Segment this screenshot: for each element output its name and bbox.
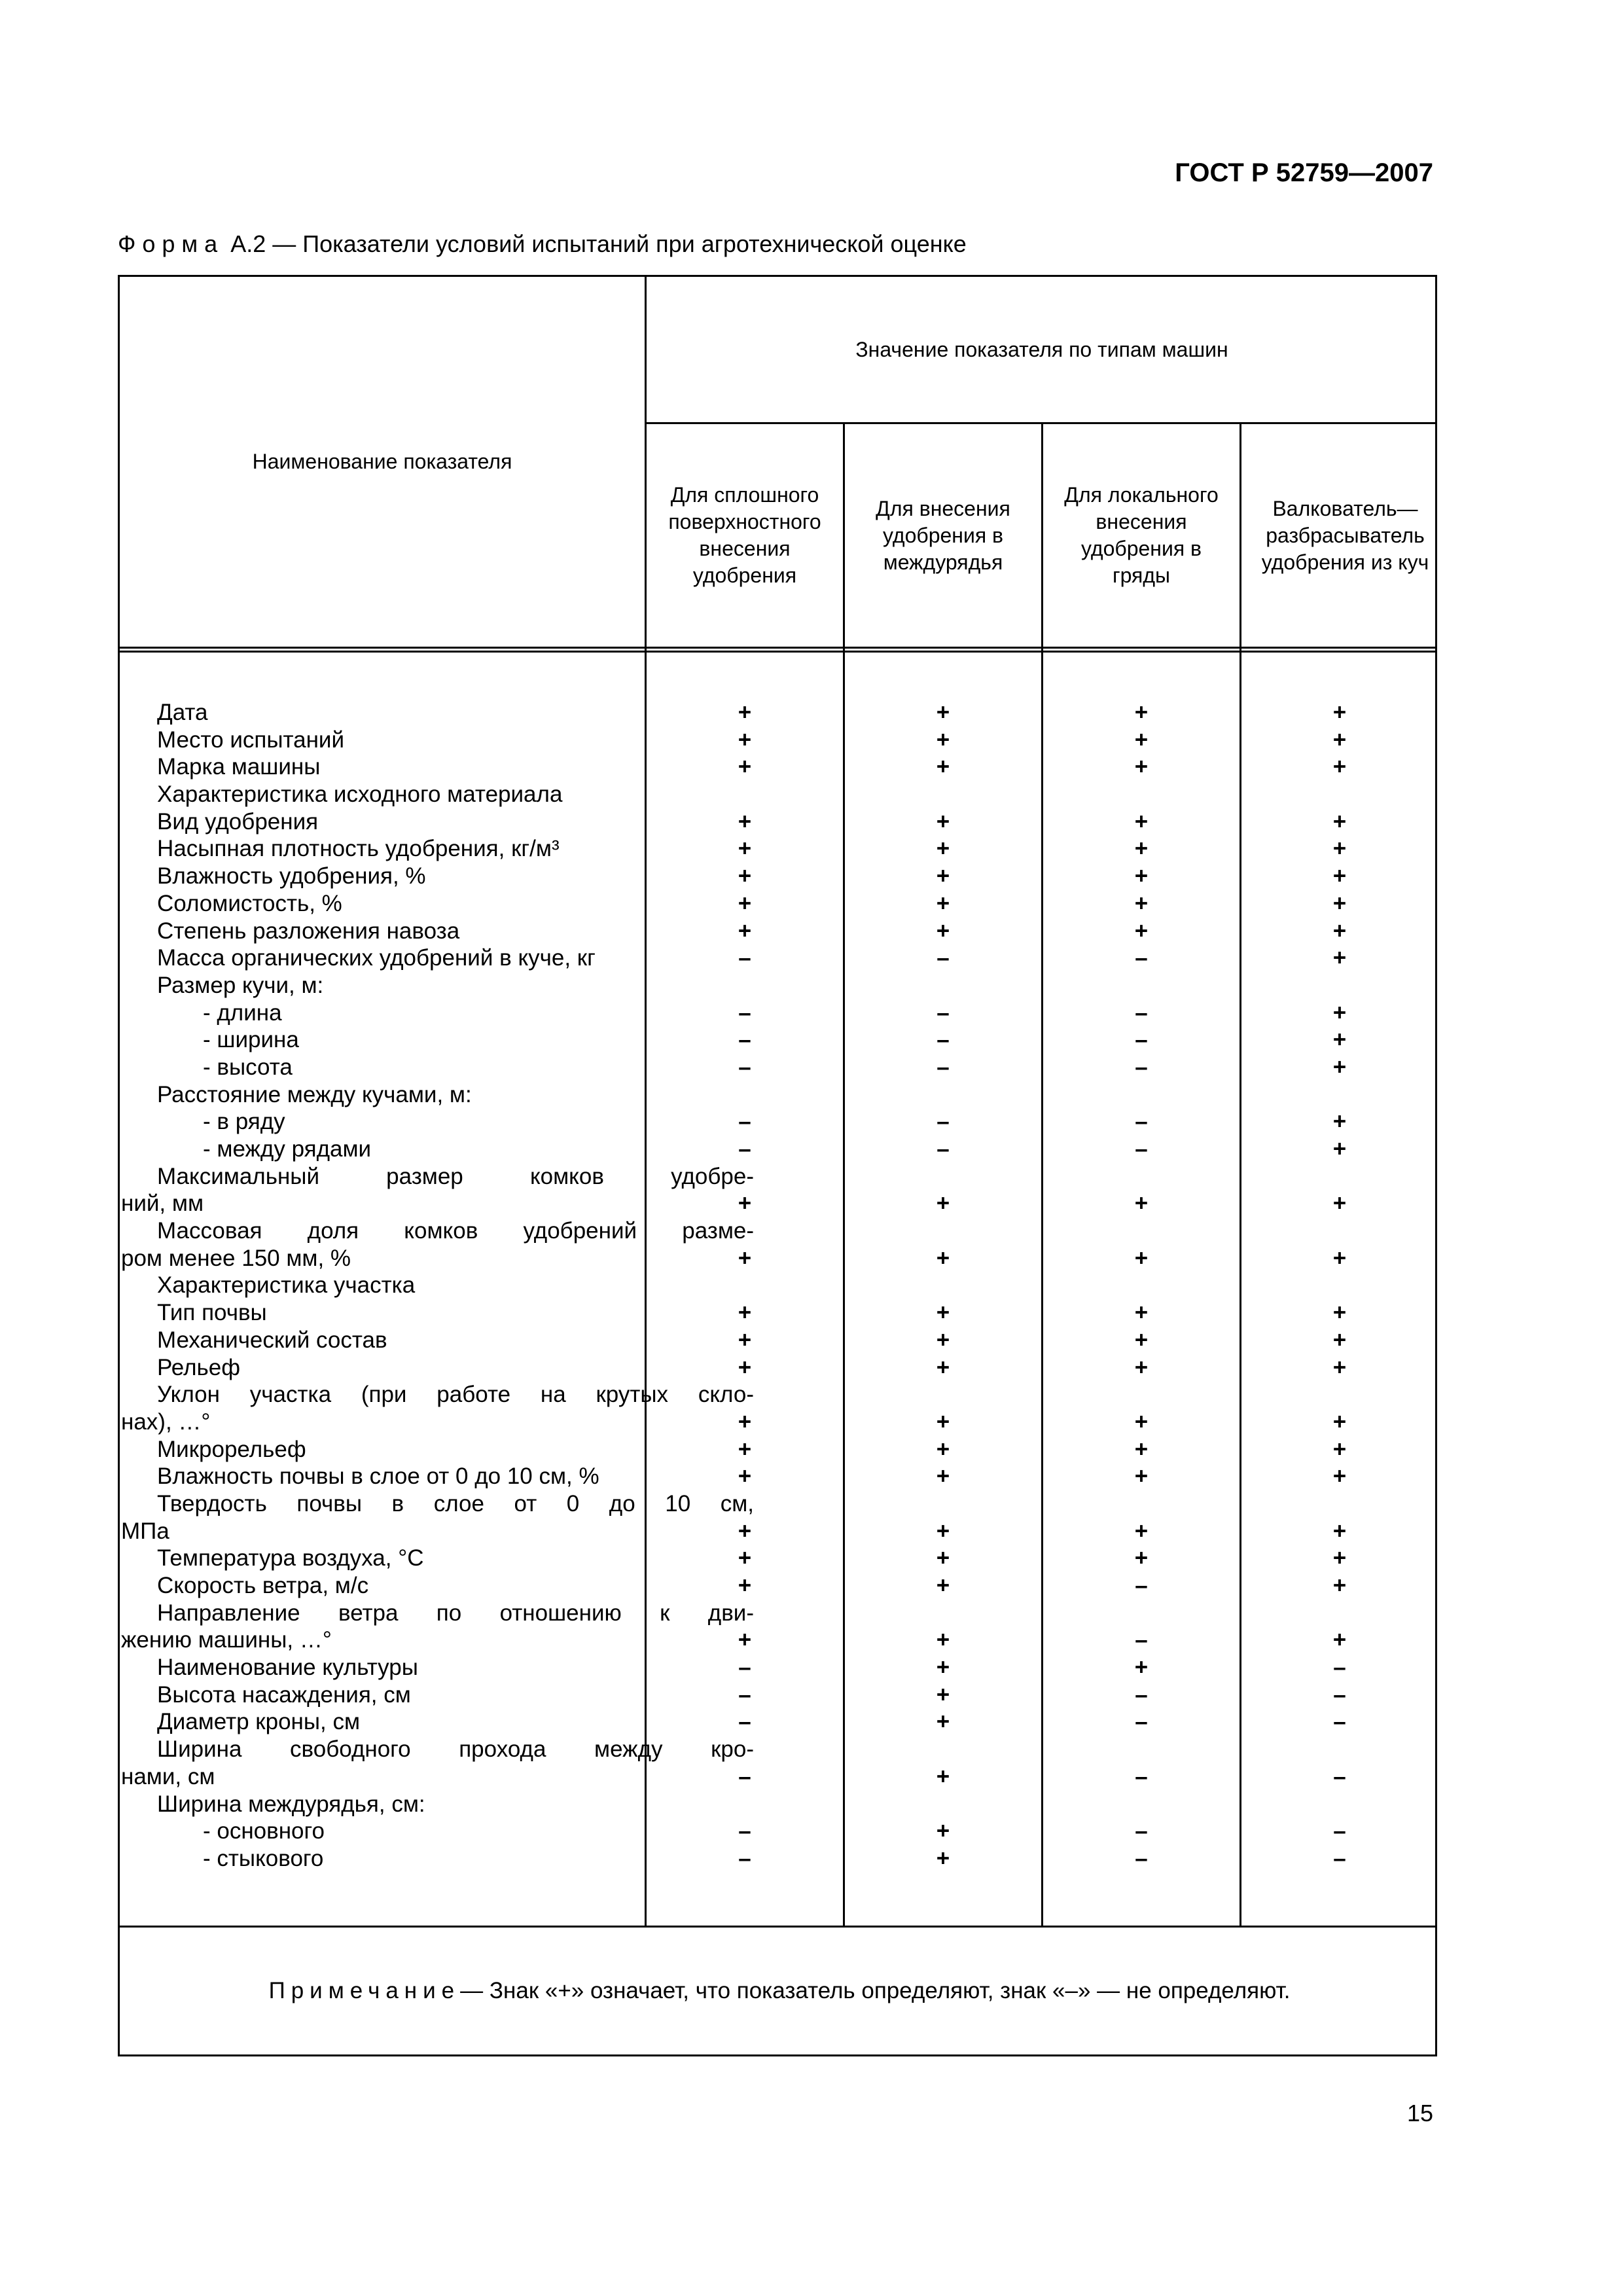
indicator-name: Размер кучи, м: — [157, 972, 324, 998]
indicator-value: – — [738, 945, 751, 971]
indicator-value: + — [1332, 836, 1347, 862]
indicator-name: - основного — [203, 1818, 325, 1844]
caption-text: А.2 — Показатели условий испытаний при агротехнической оценке — [224, 230, 967, 257]
indicator-value: – — [738, 1655, 751, 1681]
indicator-value: + — [738, 918, 752, 944]
indicator-name: МПа — [121, 1518, 169, 1544]
indicator-value: + — [1134, 1191, 1149, 1217]
table-row — [120, 1408, 1439, 1436]
indicator-value: – — [738, 999, 751, 1026]
indicator-value: + — [936, 1327, 950, 1353]
indicator-name: Ширина междурядья, см: — [157, 1791, 425, 1817]
indicator-name: Температура воздуха, °С — [157, 1545, 424, 1571]
indicator-name: Наименование культуры — [157, 1655, 418, 1681]
indicator-value: + — [1134, 890, 1149, 916]
indicator-value: – — [1135, 1109, 1148, 1135]
indicator-value: + — [936, 1436, 950, 1462]
indicator-value: – — [1333, 1763, 1346, 1789]
indicator-name: Твердость почвы в слое от 0 до 10 см, — [157, 1490, 754, 1516]
indicator-name: Соломистость, % — [157, 890, 342, 916]
table-row — [120, 1299, 1439, 1327]
indicator-value: + — [1332, 945, 1347, 971]
table-row — [120, 1845, 1439, 1873]
indicator-table — [118, 275, 1437, 2056]
indicator-value: – — [738, 1109, 751, 1135]
indicator-value: + — [1134, 754, 1149, 780]
table-row — [120, 1654, 1439, 1681]
table-row — [120, 1736, 1439, 1763]
indicator-value: – — [1135, 1845, 1148, 1871]
indicator-value: + — [738, 863, 752, 889]
indicator-value: + — [1332, 700, 1347, 725]
indicator-value: – — [936, 1027, 950, 1053]
indicator-name: нами, см — [121, 1763, 215, 1789]
indicator-value: + — [1134, 1408, 1149, 1435]
indicator-value: + — [1134, 1545, 1149, 1571]
indicator-value: + — [936, 1818, 950, 1844]
table-row — [120, 1136, 1439, 1163]
table-row — [120, 1600, 1439, 1627]
note-text: — Знак «+» означает, что показатель определяют, знак «–» — не определяют. — [460, 1978, 1291, 2003]
indicator-value: – — [738, 1709, 751, 1735]
table-row — [120, 1763, 1439, 1791]
indicator-value: + — [1134, 1655, 1149, 1681]
indicator-value: + — [936, 1463, 950, 1490]
indicator-name: Марка машины — [157, 754, 321, 780]
indicator-value: + — [1332, 1327, 1347, 1353]
indicator-value: + — [936, 1709, 950, 1735]
indicator-value: + — [1332, 1518, 1347, 1544]
indicator-name: - высота — [203, 1054, 293, 1080]
indicator-name: Максимальный размер комков удобре- — [157, 1163, 754, 1189]
indicator-value: + — [738, 1463, 752, 1490]
table-row — [120, 1245, 1439, 1272]
indicator-value: + — [738, 754, 752, 780]
indicator-value: – — [936, 1054, 950, 1080]
indicator-value: + — [1134, 1327, 1149, 1353]
indicator-name: Массовая доля комков удобрений разме- — [157, 1218, 754, 1244]
table-row — [120, 835, 1439, 863]
indicator-value: + — [1134, 1354, 1149, 1380]
indicator-name: Масса органических удобрений в куче, кг — [157, 945, 596, 971]
machine-type-header-3: Для локального внесения удобрения в гряды — [1064, 483, 1219, 587]
page-number: 15 — [1406, 2100, 1433, 2126]
indicator-value: + — [1332, 918, 1347, 944]
indicator-value: + — [738, 1354, 752, 1380]
indicator-name: Место испытаний — [157, 726, 345, 753]
table-row — [120, 781, 1439, 808]
table-row — [120, 1108, 1439, 1136]
indicator-value: + — [936, 1627, 950, 1653]
indicator-value: + — [936, 1245, 950, 1271]
indicator-value: + — [936, 1655, 950, 1681]
indicator-value: + — [1332, 999, 1347, 1026]
indicator-value: – — [1333, 1681, 1346, 1708]
indicator-value: – — [1333, 1655, 1346, 1681]
indicator-value: + — [936, 1354, 950, 1380]
indicator-value: – — [1135, 1136, 1148, 1162]
indicator-value: + — [738, 1573, 752, 1598]
indicator-value: – — [1135, 1573, 1148, 1598]
indicator-value: – — [738, 1763, 751, 1789]
indicator-value: – — [738, 1054, 751, 1080]
table-row — [120, 1572, 1439, 1600]
indicator-name: ром менее 150 мм, % — [121, 1245, 351, 1271]
indicator-value: + — [936, 1573, 950, 1598]
indicator-name: жению машины, …° — [121, 1627, 332, 1653]
indicator-name: Диаметр кроны, см — [157, 1709, 361, 1735]
table-row — [120, 1818, 1439, 1845]
indicator-name: Механический состав — [157, 1327, 387, 1353]
indicator-value: + — [1332, 808, 1347, 834]
indicator-value: + — [1332, 863, 1347, 889]
indicator-name: Ширина свободного прохода между кро- — [157, 1736, 754, 1763]
indicator-value: + — [1134, 1245, 1149, 1271]
indicator-name: Уклон участка (при работе на крутых скло- — [157, 1382, 754, 1408]
table-row — [120, 1054, 1439, 1081]
table-row — [120, 1081, 1439, 1109]
indicator-value: – — [936, 1136, 950, 1162]
indicator-name: Скорость ветра, м/с — [157, 1573, 369, 1598]
indicator-value: + — [936, 1681, 950, 1708]
machine-type-header-4: Валкователь—разбрасыватель удобрения из куч — [1261, 496, 1429, 574]
table-body — [120, 699, 1439, 1873]
indicator-value: + — [936, 836, 950, 862]
indicator-name: Тип почвы — [157, 1300, 267, 1326]
table-row — [120, 1463, 1439, 1490]
indicator-value: + — [1332, 1436, 1347, 1462]
indicator-value: + — [936, 1408, 950, 1435]
indicator-value: + — [1332, 1054, 1347, 1080]
indicator-value: + — [1332, 1245, 1347, 1271]
table-row — [120, 1626, 1439, 1654]
indicator-value: + — [738, 726, 752, 753]
indicator-name: - между рядами — [203, 1136, 372, 1162]
indicator-value: + — [1134, 836, 1149, 862]
indicator-value: + — [936, 726, 950, 753]
indicator-value: + — [1134, 1518, 1149, 1544]
table-row — [120, 726, 1439, 754]
note-word: Примечание — [268, 1978, 461, 2003]
table-row — [120, 972, 1439, 999]
table-row — [120, 944, 1439, 972]
table-row — [120, 1354, 1439, 1382]
table-row — [120, 918, 1439, 945]
indicator-value: + — [738, 1245, 752, 1271]
indicator-value: + — [936, 700, 950, 725]
indicator-value: + — [936, 1845, 950, 1871]
name-column-header: Наименование показателя — [252, 450, 512, 473]
indicator-value: + — [738, 1191, 752, 1217]
indicator-value: + — [738, 1408, 752, 1435]
indicator-value: + — [1134, 726, 1149, 753]
table-row — [120, 1272, 1439, 1299]
indicator-name: - ширина — [203, 1027, 299, 1053]
indicator-value: – — [936, 1109, 950, 1135]
indicator-value: + — [1332, 890, 1347, 916]
indicator-value: + — [1332, 1627, 1347, 1653]
standard-designation: ГОСТ Р 52759—2007 — [1175, 158, 1433, 187]
indicator-value: – — [1135, 1627, 1148, 1653]
table-row — [120, 753, 1439, 781]
indicator-value: + — [1332, 1354, 1347, 1380]
table-note — [120, 1928, 1439, 2054]
indicator-value: + — [936, 1300, 950, 1326]
table-row — [120, 699, 1439, 726]
indicator-value: + — [936, 808, 950, 834]
indicator-value: + — [1332, 1573, 1347, 1598]
indicator-name: Высота насаждения, см — [157, 1681, 411, 1708]
indicator-name: Рельеф — [157, 1354, 241, 1380]
indicator-value: + — [738, 700, 752, 725]
indicator-value: – — [1135, 1054, 1148, 1080]
indicator-name: Дата — [157, 700, 208, 725]
table-row — [120, 1217, 1439, 1245]
indicator-value: – — [1135, 1681, 1148, 1708]
table-row — [120, 1327, 1439, 1354]
indicator-value: – — [738, 1845, 751, 1871]
indicator-value: + — [936, 1518, 950, 1544]
table-row — [120, 1190, 1439, 1217]
indicator-value: – — [738, 1136, 751, 1162]
table-row — [120, 890, 1439, 918]
indicator-value: + — [1134, 1436, 1149, 1462]
indicator-value: + — [738, 1327, 752, 1353]
indicator-value: + — [936, 863, 950, 889]
table-row — [120, 1791, 1439, 1818]
indicator-value: – — [1333, 1845, 1346, 1871]
table-row — [120, 808, 1439, 836]
indicator-value: + — [936, 890, 950, 916]
indicator-value: – — [936, 999, 950, 1026]
table-row — [120, 1681, 1439, 1709]
table-row — [120, 999, 1439, 1027]
indicator-value: + — [1332, 1300, 1347, 1326]
indicator-value: + — [1134, 1300, 1149, 1326]
table-row — [120, 1163, 1439, 1191]
caption-form-word: Форма — [118, 230, 224, 257]
indicator-name: Степень разложения навоза — [157, 918, 460, 944]
indicator-value: – — [1333, 1818, 1346, 1844]
indicator-value: + — [936, 1545, 950, 1571]
table-row — [120, 1026, 1439, 1054]
indicator-value: + — [738, 1518, 752, 1544]
indicator-value: + — [1134, 1463, 1149, 1490]
indicator-value: – — [1135, 945, 1148, 971]
table-row — [120, 1545, 1439, 1572]
indicator-value: – — [1333, 1709, 1346, 1735]
indicator-name: Характеристика участка — [157, 1272, 416, 1299]
indicator-value: + — [1134, 918, 1149, 944]
indicator-value: – — [1135, 1709, 1148, 1735]
indicator-value: + — [738, 1545, 752, 1571]
indicator-name: Влажность удобрения, % — [157, 863, 426, 889]
table-row — [120, 1708, 1439, 1736]
indicator-name: Направление ветра по отношению к дви- — [157, 1600, 754, 1626]
indicator-value: – — [738, 1681, 751, 1708]
indicator-value: + — [1332, 1463, 1347, 1490]
indicator-value: + — [1332, 754, 1347, 780]
indicator-value: – — [738, 1027, 751, 1053]
table-row — [120, 863, 1439, 890]
indicator-value: + — [1134, 700, 1149, 725]
indicator-name: Расстояние между кучами, м: — [157, 1081, 472, 1107]
indicator-name: ний, мм — [121, 1191, 204, 1217]
header-bottom-rule — [120, 647, 1437, 649]
indicator-value: + — [936, 1191, 950, 1217]
indicator-value: – — [738, 1818, 751, 1844]
indicator-name: Влажность почвы в слое от 0 до 10 см, % — [157, 1463, 599, 1490]
indicator-name: - длина — [203, 999, 282, 1026]
indicator-value: + — [1332, 1136, 1347, 1162]
indicator-value: – — [1135, 1818, 1148, 1844]
machine-types-group-header: Значение показателя по типам машин — [855, 337, 1228, 361]
machine-type-header-1: Для сплошного поверхностного внесения удобрения — [668, 483, 821, 587]
indicator-value: + — [1332, 1191, 1347, 1217]
indicator-value: + — [738, 1627, 752, 1653]
indicator-value: + — [738, 1436, 752, 1462]
indicator-name: Характеристика исходного материала — [157, 781, 563, 808]
indicator-value: + — [738, 890, 752, 916]
indicator-value: + — [1332, 1408, 1347, 1435]
indicator-name: Насыпная плотность удобрения, кг/м³ — [157, 836, 560, 862]
indicator-value: – — [1135, 1763, 1148, 1789]
indicator-value: + — [936, 918, 950, 944]
table-row — [120, 1518, 1439, 1545]
indicator-name: Микрорельеф — [157, 1436, 306, 1462]
indicator-value: – — [1135, 1027, 1148, 1053]
indicator-value: – — [1135, 999, 1148, 1026]
table-row — [120, 1490, 1439, 1518]
indicator-value: + — [738, 836, 752, 862]
indicator-value: – — [936, 945, 950, 971]
indicator-value: + — [936, 1763, 950, 1789]
table-caption — [118, 230, 967, 258]
indicator-value: + — [936, 754, 950, 780]
indicator-value: + — [738, 1300, 752, 1326]
table-row — [120, 1436, 1439, 1463]
indicator-name: нах), …° — [121, 1408, 211, 1435]
machine-type-header-2: Для внесения удобрения в междурядья — [876, 496, 1010, 574]
indicator-value: + — [738, 808, 752, 834]
table-row — [120, 1381, 1439, 1408]
indicator-value: + — [1134, 808, 1149, 834]
indicator-name: - стыкового — [203, 1845, 324, 1871]
indicator-name: Вид удобрения — [157, 808, 319, 834]
indicator-value: + — [1332, 1109, 1347, 1135]
indicator-value: + — [1332, 1027, 1347, 1053]
header-bottom-rule — [120, 651, 1437, 653]
indicator-value: + — [1134, 863, 1149, 889]
indicator-name: - в ряду — [203, 1109, 285, 1135]
indicator-value: + — [1332, 726, 1347, 753]
indicator-value: + — [1332, 1545, 1347, 1571]
